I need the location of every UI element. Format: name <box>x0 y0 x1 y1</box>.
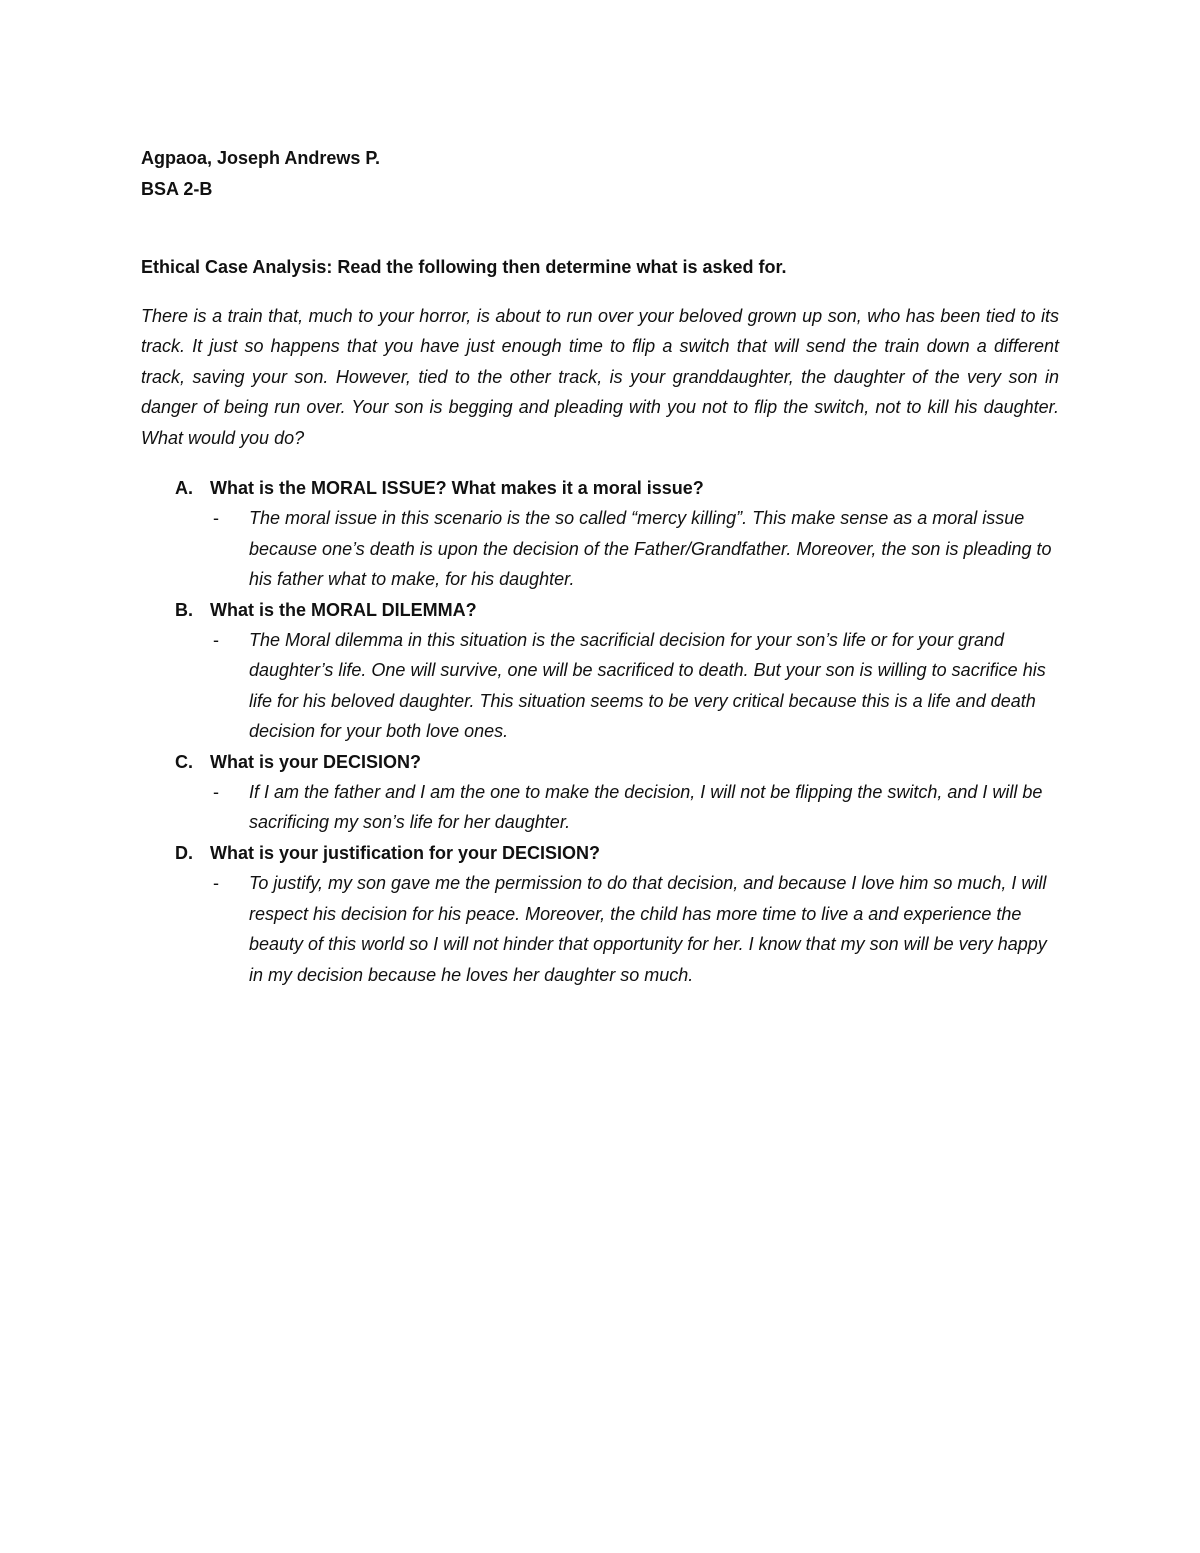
answer-text: The Moral dilemma in this situation is the sacrificial decision for your son’s life or for your grand daughter’s life. One will survive, one will be sacrificed to death. But your son is willing to sacrifice his life for his beloved daughter. This situation seems to be very critical because this is a life and death decision for your both love ones. <box>249 630 1046 742</box>
student-section: BSA 2-B <box>141 179 213 199</box>
answer-text: If I am the father and I am the one to make the decision, I will not be flipping the switch, and I will be sacrificing my son’s life for her daughter. <box>249 782 1043 833</box>
question-letter: B. <box>175 599 193 620</box>
question-letter: A. <box>175 478 193 498</box>
answer-text: To justify, my son gave me the permission to do that decision, and because I love him so much, I will respect his decision for his peace. Moreover, the child has more time to live a and experience the beauty of this world so I will not hinder that opportunity for her. I know that my son will be very happy in my decision because he loves her daughter so much. <box>249 873 1047 985</box>
question-item-b <box>141 595 1059 747</box>
student-name: Agpaoa, Joseph Andrews P. <box>141 148 381 168</box>
document-header <box>141 143 380 205</box>
question-text: What is the MORAL ISSUE? What makes it a moral issue? <box>210 478 704 498</box>
question-text: What is your justification for your DECISION? <box>210 842 601 863</box>
answer-dash: - <box>213 508 219 529</box>
questions-list <box>141 473 1059 990</box>
answer-dash: - <box>213 873 219 894</box>
question-letter: C. <box>175 751 193 772</box>
instruction-heading: Ethical Case Analysis: Read the following then determine what is asked for. <box>141 257 787 277</box>
question-letter: D. <box>175 842 193 863</box>
question-item-a <box>141 473 1059 595</box>
answer-dash: - <box>213 630 219 651</box>
question-item-c <box>141 747 1059 838</box>
question-text: What is the MORAL DILEMMA? <box>210 599 477 620</box>
question-text: What is your DECISION? <box>210 751 422 772</box>
question-item-d <box>141 838 1059 990</box>
answer-dash: - <box>213 782 219 803</box>
answer-text: The moral issue in this scenario is the so called “mercy killing”. This make sense as a moral issue because one’s death is upon the decision of the Father/Grandfather. Moreover, the son is pleading to his father what to make, for his daughter. <box>249 508 1052 590</box>
scenario-paragraph: There is a train that, much to your horror, is about to run over your beloved grown up son, who has been tied to its track. It just so happens that you have just enough time to flip a switch that will send the train down a different track, saving your son. However, tied to the other track, is your granddaughter, the daughter of the very son in danger of being run over. Your son is begging and pleading with you not to flip the switch, not to kill his daughter. What would you do? <box>141 306 1059 448</box>
